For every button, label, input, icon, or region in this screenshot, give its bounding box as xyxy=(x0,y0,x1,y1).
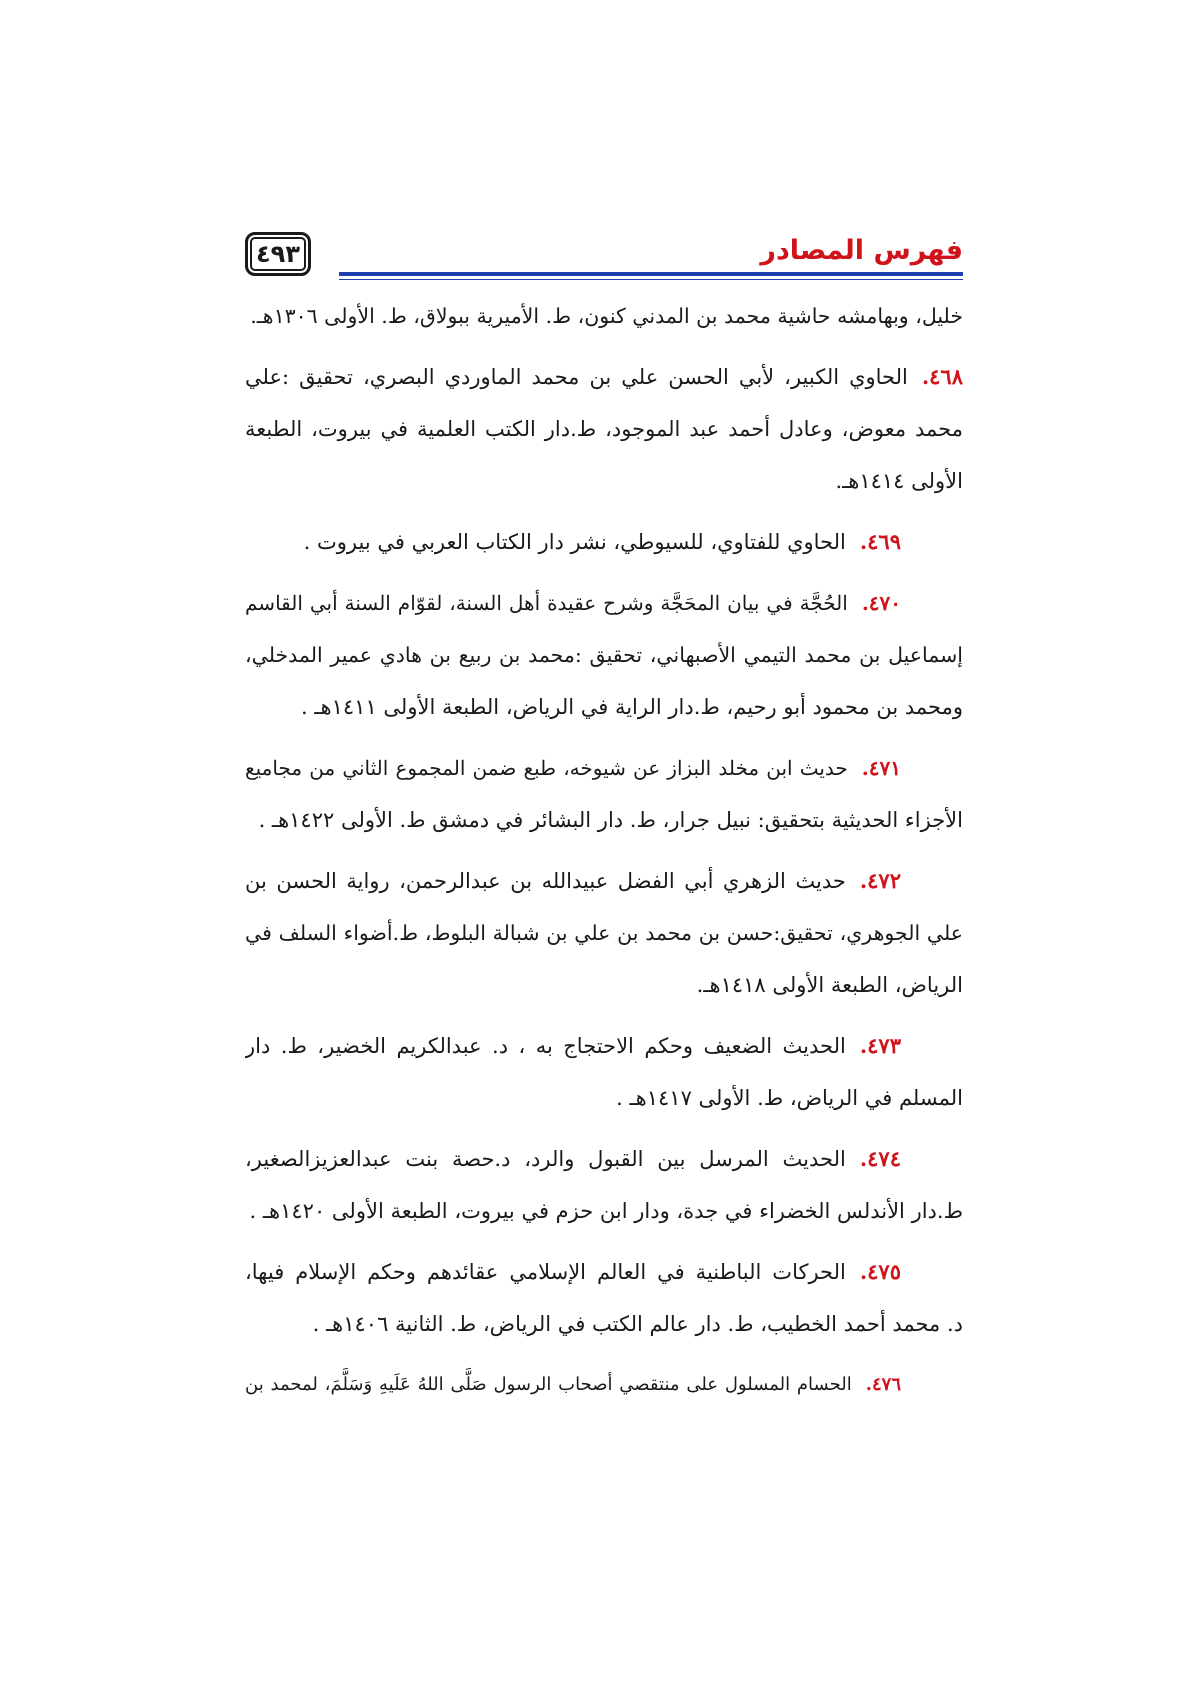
entry-470 xyxy=(245,577,963,733)
entry-line xyxy=(245,1246,963,1298)
entry-number: ٤٧٦. xyxy=(865,1374,901,1395)
entry-line xyxy=(245,1359,963,1411)
entry-line xyxy=(245,577,963,629)
entry-number: ٤٦٨. xyxy=(921,364,963,389)
entry-text: حديث الزهري أبي الفضل عبيدالله بن عبدالرحمن، رواية الحسن بن xyxy=(245,869,846,893)
entry-line: ط.دار الأندلس الخضراء في جدة، ودار ابن حزم في بيروت، الطبعة الأولى ١٤٢٠هـ . xyxy=(249,1199,963,1223)
entry-line: الأولى ١٤١٤هـ. xyxy=(835,469,963,493)
page-number: ٤٩٣ xyxy=(245,232,311,276)
entry-line xyxy=(245,855,963,907)
entry-text: الحركات الباطنية في العالم الإسلامي عقائدهم وحكم الإسلام فيها، xyxy=(245,1260,846,1284)
entry-line: علي الجوهري، تحقيق:حسن بن محمد بن علي بن شبالة البلوط، ط.أضواء السلف في xyxy=(245,921,963,945)
entry-number: ٤٧٣. xyxy=(859,1033,901,1058)
entry-text: الحاوي للفتاوي، للسيوطي، نشر دار الكتاب العربي في بيروت . xyxy=(303,530,846,554)
header-title: فهرس المصادر xyxy=(760,235,963,266)
entry-number: ٤٧١. xyxy=(861,756,901,780)
entry-line xyxy=(245,1133,963,1185)
entry-line: المسلم في الرياض، ط. الأولى ١٤١٧هـ . xyxy=(616,1086,963,1110)
entry-line xyxy=(245,742,963,794)
entry-continuation xyxy=(245,290,963,342)
entry-line xyxy=(245,351,963,403)
entry-number: ٤٧٤. xyxy=(859,1146,901,1171)
bibliography-list xyxy=(245,290,963,1411)
header-rule-thin xyxy=(339,279,963,280)
entry-line: ومحمد بن محمود أبو رحيم، ط.دار الراية في الرياض، الطبعة الأولى ١٤١١هـ . xyxy=(301,695,963,719)
entry-line: محمد معوض، وعادل أحمد عبد الموجود، ط.دار الكتب العلمية في بيروت، الطبعة xyxy=(245,417,963,441)
entry-line xyxy=(245,516,963,568)
entry-472 xyxy=(245,855,963,1011)
entry-line: الرياض، الطبعة الأولى ١٤١٨هـ. xyxy=(696,973,963,997)
entry-number: ٤٦٩. xyxy=(859,529,901,554)
entry-line: الأجزاء الحديثية بتحقيق: نبيل جرار، ط. دار البشائر في دمشق ط. الأولى ١٤٢٢هـ . xyxy=(258,808,963,832)
entry-473 xyxy=(245,1020,963,1124)
entry-number: ٤٧٠. xyxy=(861,591,902,615)
entry-number: ٤٧٢. xyxy=(859,868,901,893)
page-header xyxy=(245,232,963,282)
entry-469 xyxy=(245,516,963,568)
entry-475 xyxy=(245,1246,963,1350)
entry-line: خليل، وبهامشه حاشية محمد بن المدني كنون، ط. الأميرية ببولاق، ط. الأولى ١٣٠٦هـ. xyxy=(250,304,963,328)
header-rule xyxy=(339,272,963,276)
entry-line: د. محمد أحمد الخطيب، ط. دار عالم الكتب في الرياض، ط. الثانية ١٤٠٦هـ . xyxy=(312,1312,963,1336)
entry-474 xyxy=(245,1133,963,1237)
entry-number: ٤٧٥. xyxy=(859,1259,901,1284)
entry-line: إسماعيل بن محمد التيمي الأصبهاني، تحقيق :محمد بن ربيع بن هادي عمير المدخلي، xyxy=(245,643,963,667)
entry-text: الحديث الضعيف وحكم الاحتجاج به ، د. عبدالكريم الخضير، ط. دار xyxy=(245,1034,846,1058)
entry-text: الحاوي الكبير، لأبي الحسن علي بن محمد الماوردي البصري، تحقيق :علي xyxy=(245,365,908,389)
entry-line xyxy=(245,1020,963,1072)
entry-468 xyxy=(245,351,963,507)
entry-471 xyxy=(245,742,963,846)
entry-text: حديث ابن مخلد البزاز عن شيوخه، طبع ضمن المجموع الثاني من مجاميع xyxy=(245,756,848,780)
entry-text: الحُجَّة في بيان المحَجَّة وشرح عقيدة أهل السنة، لقوّام السنة أبي القاسم xyxy=(245,591,848,615)
entry-text: الحسام المسلول على منتقصي أصحاب الرسول صَلَّى اللهُ عَلَيهِ وَسَلَّمَ، لمحمد بن xyxy=(245,1374,852,1395)
entry-476 xyxy=(245,1359,963,1411)
entry-text: الحديث المرسل بين القبول والرد، د.حصة بنت عبدالعزيزالصغير، xyxy=(245,1147,846,1171)
